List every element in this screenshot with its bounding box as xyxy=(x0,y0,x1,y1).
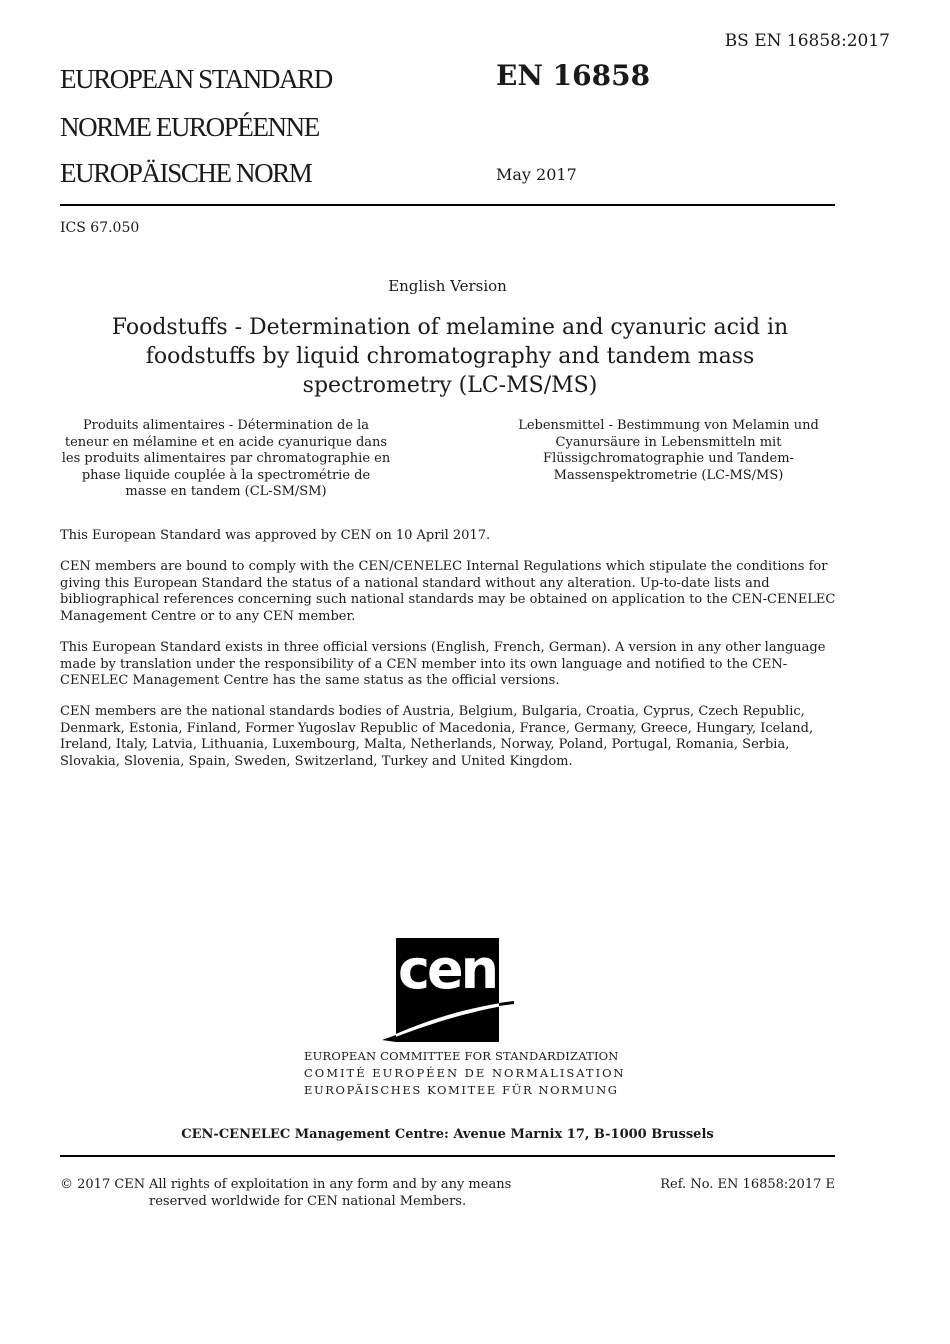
cen-logo-icon xyxy=(382,938,516,1044)
german-title: Lebensmittel - Bestimmung von Melamin und Cyanursäure in Lebensmitteln mit Flüssigchromatographie und Tandem-Massenspektrometrie (LC-MS/MS) xyxy=(518,418,819,483)
reference-number: Ref. No. EN 16858:2017 E xyxy=(660,1177,835,1192)
copyright-notice: © 2017 CEN xyxy=(60,1177,146,1192)
committee-name-german: EUROPÄISCHES KOMITEE FÜR NORMUNG xyxy=(304,1083,619,1097)
committee-name-english: EUROPEAN COMMITTEE FOR STANDARDIZATION xyxy=(304,1049,619,1063)
ics-code: ICS 67.050 xyxy=(60,220,140,236)
approval-paragraph: This European Standard was approved by CEN on 10 April 2017. xyxy=(60,528,491,543)
publication-date: May 2017 xyxy=(496,165,577,184)
cen-logo-text: cen xyxy=(397,938,497,1001)
french-title: Produits alimentaires - Détermination de la teneur en mélamine et en acide cyanurique dans les produits alimentaires par chromatographie en phase liquide couplée à la spectrométrie de masse en tandem (CL-SM/SM) xyxy=(61,418,391,499)
document-title: Foodstuffs - Determination of melamine and cyanuric acid in foodstuffs by liquid chromatography and tandem mass spectrometry (LC-MS/MS) xyxy=(111,315,789,398)
members-paragraph: CEN members are bound to comply with the CEN/CENELEC Internal Regulations which stipulate the conditions for giving this European Standard the status of a national standard without any alteration. Up-to-date lists and bibliographical references concerning such national standards may be obtained on application to the CEN-CENELEC Management Centre or to any CEN member. xyxy=(60,559,836,624)
en-number: EN 16858 xyxy=(496,59,651,92)
version-label: English Version xyxy=(388,277,507,295)
standard-title-german: EUROPÄISCHE NORM xyxy=(60,158,312,188)
committee-name-french: COMITÉ EUROPÉEN DE NORMALISATION xyxy=(304,1066,626,1080)
management-centre-address: CEN-CENELEC Management Centre: Avenue Marnix 17, B-1000 Brussels xyxy=(181,1127,714,1142)
countries-paragraph: CEN members are the national standards bodies of Austria, Belgium, Bulgaria, Croatia, Cyprus, Czech Republic, Denmark, Estonia, Finland, Former Yugoslav Republic of Macedonia, France, Germany, Greece, Hungary, Iceland, Ireland, Italy, Latvia, Lithuania, Luxembourg, Malta, Netherlands, Norway, Poland, Portugal, Romania, Serbia, Slovakia, Slovenia, Spain, Sweden, Switzerland, Turkey and United Kingdom. xyxy=(60,704,814,769)
header-divider xyxy=(60,204,835,206)
standard-title-french: NORME EUROPÉENNE xyxy=(60,112,319,142)
bs-reference: BS EN 16858:2017 xyxy=(724,31,890,51)
standard-title-english: EUROPEAN STANDARD xyxy=(60,64,332,94)
footer-divider xyxy=(60,1155,835,1157)
versions-paragraph: This European Standard exists in three official versions (English, French, German). A version in any other language made by translation under the responsibility of a CEN member into its own language and notified to the CEN-CENELEC Management Centre has the same status as the official versions. xyxy=(60,640,826,688)
rights-statement: All rights of exploitation in any form and by any means reserved worldwide for CEN national Members. xyxy=(149,1177,512,1209)
